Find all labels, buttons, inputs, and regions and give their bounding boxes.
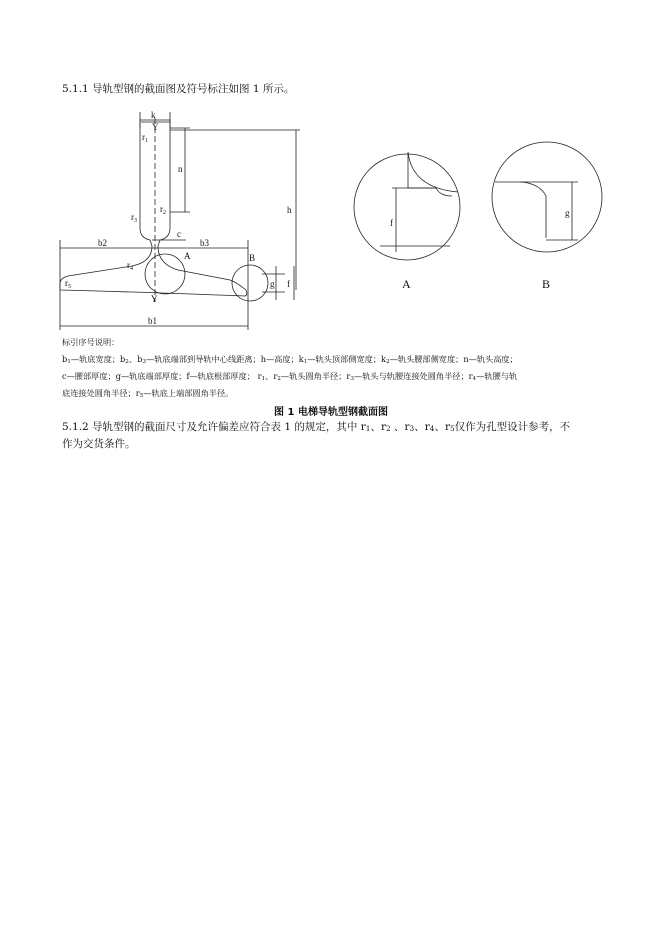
label-a: A [184, 251, 191, 261]
label-r2: $r_2$ [160, 204, 166, 216]
detail-f-label: f [390, 218, 393, 228]
detail-a-circle [354, 154, 460, 260]
legend-line-2: c—腰部厚度；g—轨底端部厚度；f—轨底根部厚度； $r_1$、$r_2—$轨头圆角半径；$r_3—$轨头与轨腰连接处圆角半径；$r_4—$轨腰与轨 [62, 371, 518, 382]
label-c: c [177, 229, 181, 239]
label-r3: $r_3$ [131, 212, 137, 224]
label-f: f [287, 279, 290, 289]
rail-outline [60, 120, 247, 296]
section-5-1-2: 5.1.2 导轨型钢的截面尺寸及允许偏差应符合表 1 的规定，其中 $r_1$、$r_2$ 、$r_3$、$r_4$、$r_5$仅作为孔型设计参考，不 作为交货条件。 [62, 421, 571, 450]
label-y-top: Y [152, 122, 159, 132]
detail-b-circle [492, 142, 602, 252]
legend-line-1: $b_1—$轨底宽度；$b_2$、$b_3—$轨底端部到导轨中心线距离；h—高度；$k_1—$轨头顶部侧宽度；$k_2—$轨头腰部侧宽度；n—轨头高度； [62, 354, 518, 365]
section-5-1-1: 5.1.1 导轨型钢的截面图及符号标注如图 1 所示。 [62, 83, 295, 95]
label-g: g [270, 279, 275, 289]
detail-g-label: g [565, 208, 570, 218]
label-r4: $r_4$ [127, 260, 133, 272]
label-h: h [287, 205, 292, 215]
label-b2: b2 [98, 238, 107, 248]
label-b: B [249, 253, 256, 263]
figure-caption: 图 1 电梯导轨型钢截面图 [274, 407, 388, 418]
label-r1: $r_1$ [142, 132, 148, 144]
label-r5: $r_5$ [65, 278, 71, 290]
label-b3: b3 [200, 238, 209, 248]
legend [62, 334, 607, 402]
detail-b-title: B [542, 277, 551, 291]
label-b1: b1 [148, 316, 157, 326]
legend-line-3: 底连接处圆角半径；$r_5—$轨底上端部圆角半径。 [62, 388, 234, 399]
detail-circle-a [145, 254, 185, 294]
label-y-bottom: Y [151, 294, 158, 304]
detail-a-title: A [402, 277, 411, 291]
legend-title: 标引序号说明： [62, 337, 120, 347]
detail-circle-b [232, 265, 268, 301]
label-k: k [151, 110, 156, 120]
label-n: n [178, 164, 183, 174]
